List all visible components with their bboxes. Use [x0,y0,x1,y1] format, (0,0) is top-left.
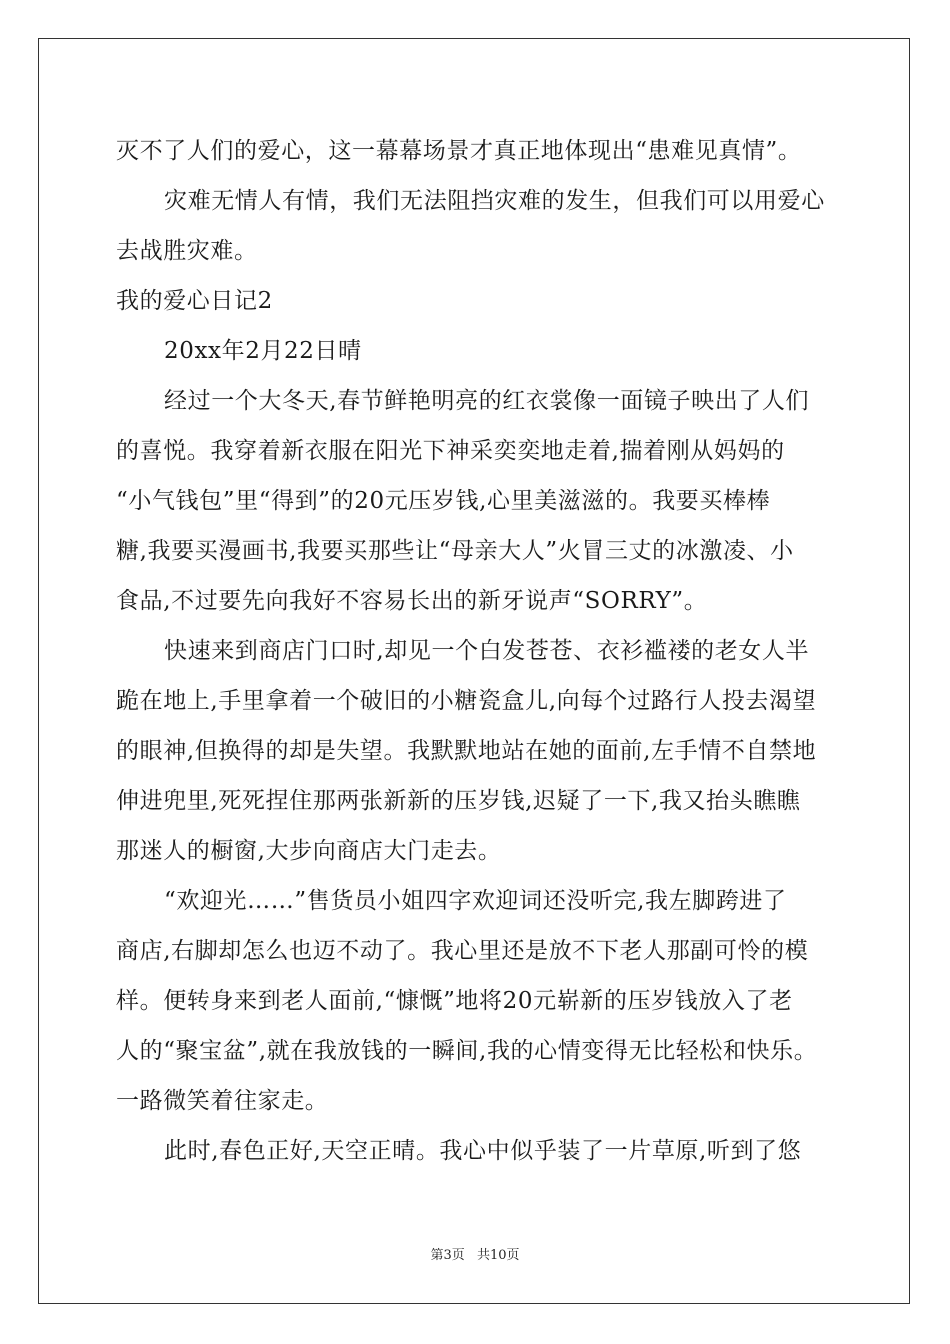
text-line-3: 去战胜灾难。 [116,238,258,264]
text-line-14: 伸进兜里,死死捏住那两张新新的压岁钱,迟疑了一下,我又抬头瞧瞧 [116,788,801,814]
section-title: 我的爱心日记2 [116,288,273,314]
document-body [116,126,836,1176]
text-line-18: 样。便转身来到老人面前,“慷慨”地将20元崭新的压岁钱放入了老 [116,988,793,1014]
paragraph-line-16: “欢迎光……”售货员小姐四字欢迎词还没听完,我左脚跨进了 [164,888,787,914]
text-line-12: 跪在地上,手里拿着一个破旧的小糖瓷盒儿,向每个过路行人投去渴望 [116,688,817,714]
text-line-7: 的喜悦。我穿着新衣服在阳光下神采奕奕地走着,揣着刚从妈妈的 [116,438,785,464]
text-line-19: 人的“聚宝盆”,就在我放钱的一瞬间,我的心情变得无比轻松和快乐。 [116,1038,818,1064]
text-line-20: 一路微笑着往家走。 [116,1088,329,1114]
text-line-10: 食品,不过要先向我好不容易长出的新牙说声“SORRY”。 [116,588,708,614]
paragraph-line-21: 此时,春色正好,天空正晴。我心中似乎装了一片草原,听到了悠 [164,1138,802,1164]
text-line-17: 商店,右脚却怎么也迈不动了。我心里还是放不下老人那副可怜的模 [116,938,809,964]
page-footer [0,1247,950,1265]
diary-date-line: 20xx年2月22日晴 [164,338,362,364]
text-line-9: 糖,我要买漫画书,我要买那些让“母亲大人”火冒三丈的冰激凌、小 [116,538,794,564]
page-number: 第3页 [430,1248,465,1263]
paragraph-line-6: 经过一个大冬天,春节鲜艳明亮的红衣裳像一面镜子映出了人们 [164,388,810,414]
text-line-8: “小气钱包”里“得到”的20元压岁钱,心里美滋滋的。我要买棒棒 [116,488,771,514]
text-line-15: 那迷人的橱窗,大步向商店大门走去。 [116,838,502,864]
text-line-1: 灭不了人们的爱心，这一幕幕场景才真正地体现出“患难见真情”。 [116,138,802,164]
paragraph-line-11: 快速来到商店门口时,却见一个白发苍苍、衣衫褴褛的老女人半 [164,638,810,664]
paragraph-line-2: 灾难无情人有情，我们无法阻挡灾难的发生，但我们可以用爱心 [164,188,825,214]
text-line-13: 的眼神,但换得的却是失望。我默默地站在她的面前,左手情不自禁地 [116,738,817,764]
page-total: 共10页 [476,1248,520,1263]
